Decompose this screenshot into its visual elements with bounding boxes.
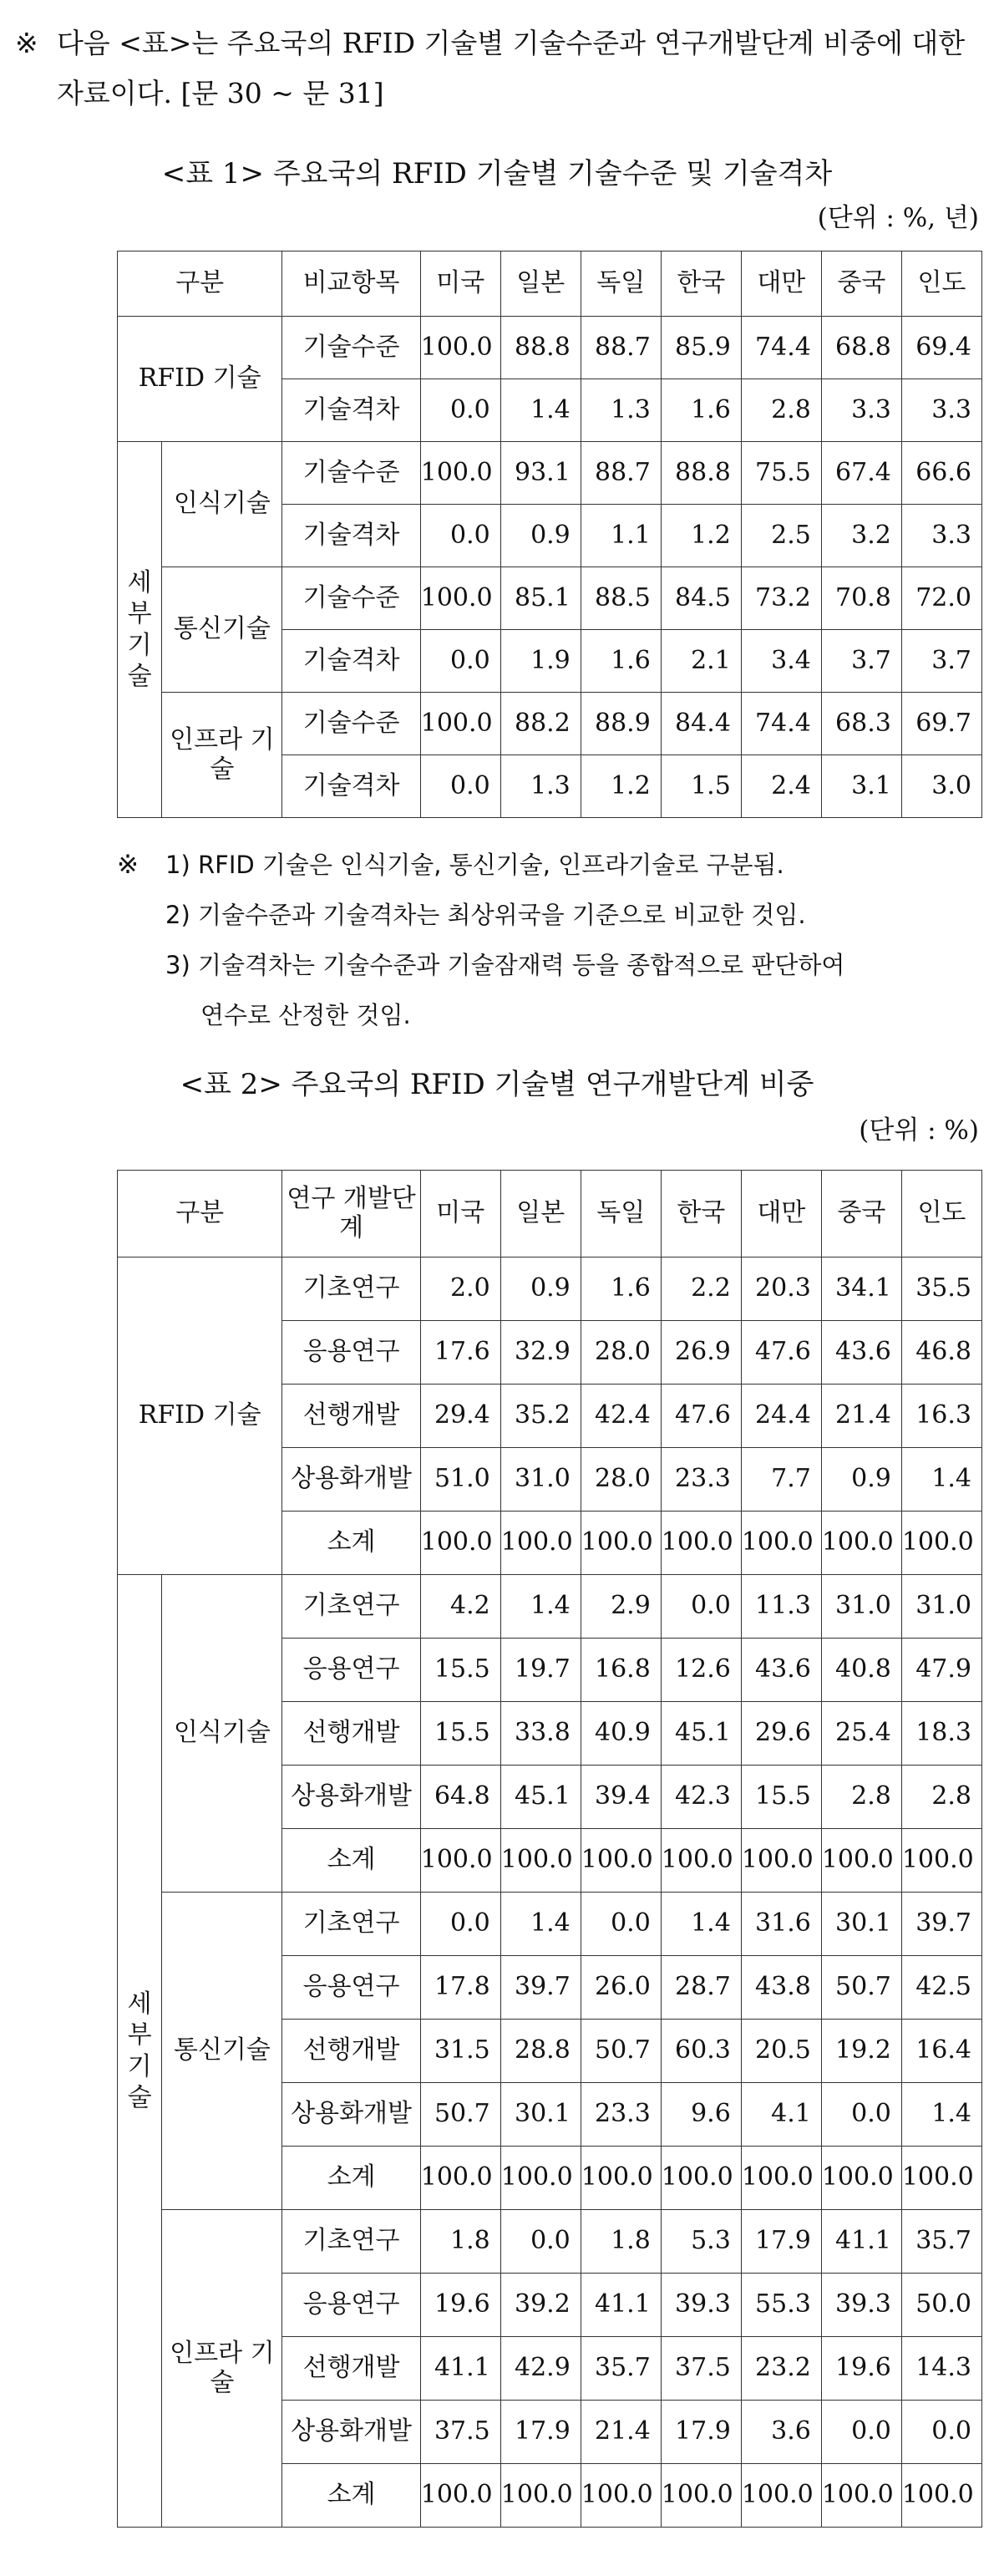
value-cell: 100.0 (741, 2464, 821, 2528)
table1-notes (15, 840, 984, 1040)
value-cell: 100.0 (821, 2464, 901, 2528)
detail-label-text: 세부기술 (127, 567, 152, 691)
value-cell: 93.1 (500, 442, 581, 505)
value-cell: 3.7 (901, 630, 981, 693)
value-cell: 60.3 (661, 2020, 741, 2083)
value-cell: 100.0 (581, 2464, 661, 2528)
header-country: 미국 (420, 1171, 500, 1258)
value-cell: 23.3 (581, 2083, 661, 2147)
row-item: 응용연구 (282, 1956, 420, 2020)
value-cell: 3.3 (901, 505, 981, 567)
value-cell: 45.1 (500, 1766, 581, 1829)
value-cell: 15.5 (741, 1766, 821, 1829)
header-country: 독일 (581, 252, 661, 317)
value-cell: 35.5 (901, 1258, 981, 1321)
row-item: 기술수준 (282, 442, 420, 505)
row-item: 선행개발 (282, 1702, 420, 1766)
row-item: 응용연구 (282, 1639, 420, 1702)
value-cell: 100.0 (420, 693, 500, 755)
table-row (118, 2210, 982, 2274)
table1-title: <표 1> 주요국의 RFID 기술별 기술수준 및 기술격차 (161, 157, 833, 191)
value-cell: 43.8 (741, 1956, 821, 2020)
value-cell: 100.0 (420, 2464, 500, 2528)
value-cell: 72.0 (901, 567, 981, 630)
row-item: 기초연구 (282, 2210, 420, 2274)
row-item: 상용화개발 (282, 1766, 420, 1829)
value-cell: 34.1 (821, 1258, 901, 1321)
row-item: 기초연구 (282, 1575, 420, 1639)
header-country: 중국 (821, 1171, 901, 1258)
note-line-2: 2) 기술수준과 기술격차는 최상위국을 기준으로 비교한 것임. (165, 901, 806, 929)
header-country: 중국 (821, 252, 901, 317)
value-cell: 1.4 (500, 1575, 581, 1639)
row-item: 소계 (282, 2464, 420, 2528)
value-cell: 2.5 (741, 505, 821, 567)
value-cell: 29.4 (420, 1385, 500, 1448)
value-cell: 17.9 (661, 2401, 741, 2464)
value-cell: 85.9 (661, 317, 741, 379)
value-cell: 1.5 (661, 755, 741, 818)
value-cell: 9.6 (661, 2083, 741, 2147)
value-cell: 1.8 (581, 2210, 661, 2274)
row-item: 선행개발 (282, 1385, 420, 1448)
value-cell: 47.9 (901, 1639, 981, 1702)
value-cell: 50.7 (821, 1956, 901, 2020)
value-cell: 2.9 (581, 1575, 661, 1639)
value-cell: 26.9 (661, 1321, 741, 1385)
value-cell: 2.4 (741, 755, 821, 818)
value-cell: 20.5 (741, 2020, 821, 2083)
value-cell: 0.0 (420, 755, 500, 818)
value-cell: 42.4 (581, 1385, 661, 1448)
value-cell: 66.6 (901, 442, 981, 505)
value-cell: 30.1 (500, 2083, 581, 2147)
value-cell: 55.3 (741, 2274, 821, 2337)
value-cell: 100.0 (581, 1829, 661, 1893)
value-cell: 68.8 (821, 317, 901, 379)
header-country: 한국 (661, 1171, 741, 1258)
value-cell: 100.0 (420, 442, 500, 505)
value-cell: 11.3 (741, 1575, 821, 1639)
value-cell: 25.4 (821, 1702, 901, 1766)
value-cell: 100.0 (901, 2147, 981, 2210)
value-cell: 39.7 (500, 1956, 581, 2020)
value-cell: 3.4 (741, 630, 821, 693)
value-cell: 1.1 (581, 505, 661, 567)
value-cell: 70.8 (821, 567, 901, 630)
value-cell: 16.8 (581, 1639, 661, 1702)
row-item: 소계 (282, 1512, 420, 1575)
row-item: 상용화개발 (282, 2083, 420, 2147)
value-cell: 100.0 (821, 1512, 901, 1575)
table2-title: <표 2> 주요국의 RFID 기술별 연구개발단계 비중 (180, 1068, 814, 1101)
value-cell: 19.2 (821, 2020, 901, 2083)
value-cell: 64.8 (420, 1766, 500, 1829)
value-cell: 100.0 (420, 1829, 500, 1893)
detail-label-text: 세부기술 (127, 1989, 152, 2112)
value-cell: 28.7 (661, 1956, 741, 2020)
table-row (118, 567, 982, 630)
value-cell: 43.6 (741, 1639, 821, 1702)
header-country: 일본 (500, 1171, 581, 1258)
value-cell: 3.0 (901, 755, 981, 818)
header-category: 구분 (118, 252, 282, 317)
value-cell: 2.2 (661, 1258, 741, 1321)
value-cell: 50.7 (581, 2020, 661, 2083)
header-category: 구분 (118, 1171, 282, 1258)
value-cell: 1.6 (581, 630, 661, 693)
value-cell: 50.7 (420, 2083, 500, 2147)
value-cell: 2.1 (661, 630, 741, 693)
value-cell: 45.1 (661, 1702, 741, 1766)
value-cell: 28.0 (581, 1448, 661, 1512)
value-cell: 1.4 (500, 379, 581, 442)
value-cell: 15.5 (420, 1702, 500, 1766)
value-cell: 35.2 (500, 1385, 581, 1448)
value-cell: 41.1 (581, 2274, 661, 2337)
value-cell: 14.3 (901, 2337, 981, 2401)
value-cell: 67.4 (821, 442, 901, 505)
note-line-4: 연수로 산정한 것임. (200, 1001, 411, 1029)
value-cell: 100.0 (661, 2147, 741, 2210)
value-cell: 1.8 (420, 2210, 500, 2274)
value-cell: 39.3 (821, 2274, 901, 2337)
value-cell: 68.3 (821, 693, 901, 755)
table-row (118, 1575, 982, 1639)
value-cell: 100.0 (420, 1512, 500, 1575)
value-cell: 28.8 (500, 2020, 581, 2083)
value-cell: 31.0 (821, 1575, 901, 1639)
value-cell: 31.5 (420, 2020, 500, 2083)
value-cell: 2.8 (821, 1766, 901, 1829)
value-cell: 41.1 (821, 2210, 901, 2274)
value-cell: 0.0 (901, 2401, 981, 2464)
header-country: 미국 (420, 252, 500, 317)
value-cell: 1.9 (500, 630, 581, 693)
value-cell: 0.9 (821, 1448, 901, 1512)
value-cell: 100.0 (821, 2147, 901, 2210)
value-cell: 17.9 (500, 2401, 581, 2464)
value-cell: 47.6 (661, 1385, 741, 1448)
header-country: 대만 (741, 252, 821, 317)
value-cell: 88.2 (500, 693, 581, 755)
table-row (118, 693, 982, 755)
value-cell: 40.9 (581, 1702, 661, 1766)
value-cell: 88.5 (581, 567, 661, 630)
value-cell: 100.0 (661, 2464, 741, 2528)
value-cell: 1.6 (661, 379, 741, 442)
value-cell: 31.0 (500, 1448, 581, 1512)
value-cell: 100.0 (741, 1512, 821, 1575)
value-cell: 24.4 (741, 1385, 821, 1448)
value-cell: 29.6 (741, 1702, 821, 1766)
value-cell: 4.1 (741, 2083, 821, 2147)
value-cell: 100.0 (661, 1829, 741, 1893)
value-cell: 3.6 (741, 2401, 821, 2464)
value-cell: 0.0 (420, 630, 500, 693)
value-cell: 17.9 (741, 2210, 821, 2274)
value-cell: 39.7 (901, 1893, 981, 1956)
value-cell: 51.0 (420, 1448, 500, 1512)
value-cell: 0.0 (420, 1893, 500, 1956)
value-cell: 7.7 (741, 1448, 821, 1512)
header-country: 인도 (901, 252, 981, 317)
value-cell: 39.2 (500, 2274, 581, 2337)
detail-label (118, 442, 162, 818)
notes-mark: ※ (117, 850, 139, 880)
value-cell: 35.7 (581, 2337, 661, 2401)
value-cell: 1.2 (581, 755, 661, 818)
value-cell: 100.0 (901, 1829, 981, 1893)
value-cell: 47.6 (741, 1321, 821, 1385)
value-cell: 100.0 (500, 1829, 581, 1893)
value-cell: 18.3 (901, 1702, 981, 1766)
value-cell: 15.5 (420, 1639, 500, 1702)
row-item: 응용연구 (282, 2274, 420, 2337)
value-cell: 1.4 (500, 1893, 581, 1956)
value-cell: 1.3 (581, 379, 661, 442)
row-item: 상용화개발 (282, 2401, 420, 2464)
value-cell: 31.0 (901, 1575, 981, 1639)
table-row (118, 1893, 982, 1956)
value-cell: 100.0 (581, 1512, 661, 1575)
value-cell: 19.6 (821, 2337, 901, 2401)
value-cell: 74.4 (741, 317, 821, 379)
value-cell: 100.0 (821, 1829, 901, 1893)
row-item: 기초연구 (282, 1258, 420, 1321)
row-item: 기술수준 (282, 567, 420, 630)
value-cell: 0.9 (500, 1258, 581, 1321)
row-item: 기술수준 (282, 317, 420, 379)
table-row (118, 442, 982, 505)
row-item: 응용연구 (282, 1321, 420, 1385)
value-cell: 100.0 (741, 1829, 821, 1893)
value-cell: 100.0 (901, 2464, 981, 2528)
value-cell: 41.1 (420, 2337, 500, 2401)
row-item: 상용화개발 (282, 1448, 420, 1512)
value-cell: 16.4 (901, 2020, 981, 2083)
value-cell: 88.7 (581, 317, 661, 379)
value-cell: 1.4 (901, 1448, 981, 1512)
row-item: 기술격차 (282, 630, 420, 693)
value-cell: 1.4 (661, 1893, 741, 1956)
row-item: 기초연구 (282, 1893, 420, 1956)
value-cell: 26.0 (581, 1956, 661, 2020)
value-cell: 31.6 (741, 1893, 821, 1956)
subgroup-label: 인식기술 (162, 1575, 282, 1893)
value-cell: 88.8 (661, 442, 741, 505)
row-item: 기술수준 (282, 693, 420, 755)
value-cell: 2.8 (901, 1766, 981, 1829)
value-cell: 3.3 (901, 379, 981, 442)
value-cell: 3.2 (821, 505, 901, 567)
value-cell: 100.0 (500, 2147, 581, 2210)
value-cell: 42.3 (661, 1766, 741, 1829)
value-cell: 35.7 (901, 2210, 981, 2274)
value-cell: 1.3 (500, 755, 581, 818)
table1-unit: (단위 : %, 년) (817, 203, 979, 233)
value-cell: 0.9 (500, 505, 581, 567)
subgroup-label: 통신기술 (162, 1893, 282, 2210)
value-cell: 17.8 (420, 1956, 500, 2020)
row-item: 기술격차 (282, 505, 420, 567)
value-cell: 16.3 (901, 1385, 981, 1448)
subgroup-label: 통신기술 (162, 567, 282, 693)
value-cell: 100.0 (500, 2464, 581, 2528)
header-country: 대만 (741, 1171, 821, 1258)
value-cell: 100.0 (901, 1512, 981, 1575)
note-line-1: 1) RFID 기술은 인식기술, 통신기술, 인프라기술로 구분됨. (165, 851, 784, 879)
value-cell: 85.1 (500, 567, 581, 630)
value-cell: 100.0 (661, 1512, 741, 1575)
table1 (117, 251, 982, 818)
value-cell: 46.8 (901, 1321, 981, 1385)
value-cell: 39.4 (581, 1766, 661, 1829)
subgroup-label: 인프라 기술 (162, 2210, 282, 2528)
value-cell: 100.0 (581, 2147, 661, 2210)
value-cell: 100.0 (500, 1512, 581, 1575)
value-cell: 40.8 (821, 1639, 901, 1702)
header-country: 일본 (500, 252, 581, 317)
value-cell: 69.4 (901, 317, 981, 379)
value-cell: 100.0 (420, 2147, 500, 2210)
header-country: 독일 (581, 1171, 661, 1258)
value-cell: 1.4 (901, 2083, 981, 2147)
value-cell: 84.5 (661, 567, 741, 630)
note-mark: ※ (15, 27, 38, 59)
value-cell: 3.1 (821, 755, 901, 818)
value-cell: 23.2 (741, 2337, 821, 2401)
value-cell: 0.0 (661, 1575, 741, 1639)
value-cell: 43.6 (821, 1321, 901, 1385)
value-cell: 39.3 (661, 2274, 741, 2337)
value-cell: 32.9 (500, 1321, 581, 1385)
group-label: RFID 기술 (118, 1258, 282, 1575)
subgroup-label: 인식기술 (162, 442, 282, 567)
value-cell: 21.4 (821, 1385, 901, 1448)
table-row (118, 317, 982, 379)
value-cell: 19.7 (500, 1639, 581, 1702)
value-cell: 0.0 (420, 505, 500, 567)
value-cell: 17.6 (420, 1321, 500, 1385)
value-cell: 3.7 (821, 630, 901, 693)
value-cell: 100.0 (741, 2147, 821, 2210)
value-cell: 73.2 (741, 567, 821, 630)
header-country: 한국 (661, 252, 741, 317)
value-cell: 42.5 (901, 1956, 981, 2020)
value-cell: 20.3 (741, 1258, 821, 1321)
value-cell: 100.0 (420, 567, 500, 630)
value-cell: 0.0 (821, 2401, 901, 2464)
value-cell: 4.2 (420, 1575, 500, 1639)
value-cell: 69.7 (901, 693, 981, 755)
header-item: 연구 개발단계 (282, 1171, 420, 1258)
value-cell: 84.4 (661, 693, 741, 755)
table2 (117, 1170, 982, 2528)
subgroup-label: 인프라 기술 (162, 693, 282, 818)
note-line-3: 3) 기술격차는 기술수준과 기술잠재력 등을 종합적으로 판단하여 (165, 951, 845, 979)
value-cell: 30.1 (821, 1893, 901, 1956)
value-cell: 23.3 (661, 1448, 741, 1512)
row-item: 선행개발 (282, 2020, 420, 2083)
value-cell: 37.5 (661, 2337, 741, 2401)
header-country: 인도 (901, 1171, 981, 1258)
value-cell: 74.4 (741, 693, 821, 755)
intro-paragraph (15, 18, 984, 119)
value-cell: 3.3 (821, 379, 901, 442)
detail-label (118, 1575, 162, 2528)
value-cell: 0.0 (821, 2083, 901, 2147)
row-item: 소계 (282, 2147, 420, 2210)
row-item: 기술격차 (282, 755, 420, 818)
header-item: 비교항목 (282, 252, 420, 317)
value-cell: 0.0 (500, 2210, 581, 2274)
row-item: 선행개발 (282, 2337, 420, 2401)
value-cell: 0.0 (581, 1893, 661, 1956)
value-cell: 88.8 (500, 317, 581, 379)
group-label: RFID 기술 (118, 317, 282, 442)
value-cell: 1.2 (661, 505, 741, 567)
value-cell: 33.8 (500, 1702, 581, 1766)
value-cell: 88.7 (581, 442, 661, 505)
value-cell: 75.5 (741, 442, 821, 505)
value-cell: 1.6 (581, 1258, 661, 1321)
value-cell: 0.0 (420, 379, 500, 442)
value-cell: 88.9 (581, 693, 661, 755)
value-cell: 37.5 (420, 2401, 500, 2464)
value-cell: 42.9 (500, 2337, 581, 2401)
value-cell: 100.0 (420, 317, 500, 379)
table-row (118, 1258, 982, 1321)
value-cell: 19.6 (420, 2274, 500, 2337)
table2-unit: (단위 : %) (859, 1115, 979, 1146)
value-cell: 50.0 (901, 2274, 981, 2337)
value-cell: 21.4 (581, 2401, 661, 2464)
row-item: 소계 (282, 1829, 420, 1893)
value-cell: 5.3 (661, 2210, 741, 2274)
value-cell: 2.0 (420, 1258, 500, 1321)
intro-text: 다음 <표>는 주요국의 RFID 기술별 기술수준과 연구개발단계 비중에 대한 자료이다. [문 30 ~ 문 31] (57, 27, 966, 109)
value-cell: 12.6 (661, 1639, 741, 1702)
value-cell: 28.0 (581, 1321, 661, 1385)
row-item: 기술격차 (282, 379, 420, 442)
value-cell: 2.8 (741, 379, 821, 442)
